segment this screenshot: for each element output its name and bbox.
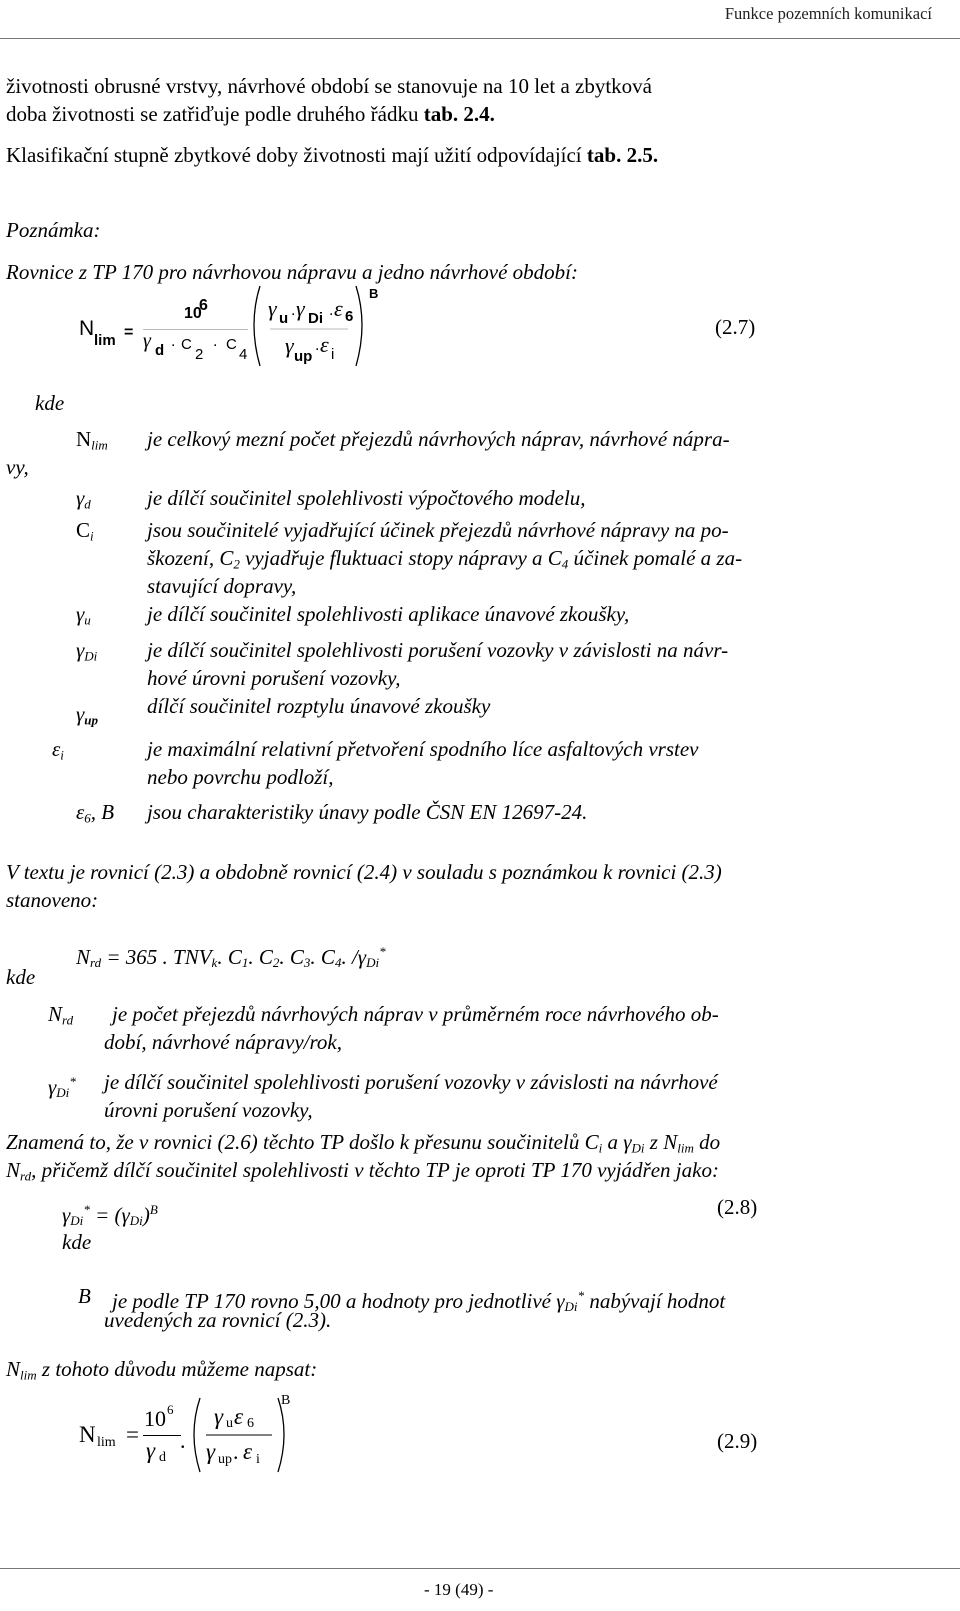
- def-symbol-nrd: $N_{rd}$: [48, 1002, 74, 1028]
- def-symbol-gamma-up: $\gamma_{up}$: [76, 702, 99, 728]
- intro-line-3: Klasifikační stupně zbytkové doby životnosti mají užití odpovídající tab. 2.5.: [6, 143, 659, 167]
- para2-line-2: stanoveno:: [6, 888, 99, 912]
- para3-line-1: Znamená to, že v rovnici (2.6) těchto TP došlo k přesunu součinitelů $C_i$ a $\gamma_{Di}$ z $N_{lim}$ do: [6, 1130, 721, 1156]
- def-symbol-eps6-b: $\varepsilon_6$, B: [76, 800, 115, 826]
- kde-label-2: kde: [6, 965, 36, 989]
- def-symbol-gamma-di-star: $\gamma_{Di}^*$: [48, 1074, 76, 1101]
- def-text-gamma-di-1: je dílčí součinitel spolehlivosti porušení vozovky v závislosti na návr-: [147, 638, 729, 662]
- def-text-nlim: je celkový mezní počet přejezdů návrhových náprav, návrhové nápra-: [147, 427, 730, 451]
- def-text-eps-i-2: nebo povrchu podloží,: [147, 765, 334, 789]
- equation-nrd: $N_{rd} = 365$ . $TNV_k$. $C_1$. $C_2$. $C_3$. $C_4$. $/\gamma_{Di}^*$: [76, 944, 386, 971]
- table-ref-2-4: tab. 2.4.: [423, 102, 495, 126]
- note-text: Rovnice z TP 170 pro návrhovou nápravu a jedno návrhové období:: [6, 260, 578, 284]
- table-ref-2-5: tab. 2.5.: [586, 143, 659, 167]
- def-text-nrd-2: dobí, návrhové nápravy/rok,: [104, 1030, 342, 1054]
- wrapped-fragment: vy,: [6, 455, 29, 479]
- def-text-eps6-b: jsou charakteristiky únavy podle ČSN EN 12697-24.: [147, 800, 588, 824]
- def-text-b-1: je podle TP 170 rovno 5,00 a hodnoty pro jednotlivé $\gamma_{Di}^*$ nabývají hodnot: [112, 1288, 726, 1315]
- equation-number-2-9: (2.9): [717, 1429, 758, 1453]
- parentheses: [244, 280, 384, 380]
- def-text-b-2: uvedených za rovnicí (2.3).: [104, 1308, 332, 1332]
- def-text-gamma-di-star-2: úrovni porušení vozovky,: [104, 1098, 313, 1122]
- para3-line-2: $N_{rd}$, přičemž dílčí součinitel spolehlivosti v těchto TP je oproti TP 170 vyjádřen jako:: [6, 1158, 719, 1184]
- def-symbol-gamma-d: $\gamma_d$: [76, 486, 91, 512]
- intro-line-1: životnosti obrusné vrstvy, návrhové období se stanovuje na 10 let a zbytková: [6, 74, 653, 98]
- note-label: Poznámka:: [6, 218, 101, 242]
- running-header: Funkce pozemních komunikací: [724, 4, 932, 23]
- footer-rule: [0, 1568, 960, 1569]
- equation-2-7: N lim = 10 6 γ d . C 2 . C 4 γ u . γ Di . ε 6 γ up . ε i B (2.7): [0, 280, 960, 380]
- fraction-bar: [143, 1435, 181, 1436]
- kde-label-3: kde: [62, 1230, 92, 1254]
- def-text-ci-3: stavující dopravy,: [147, 574, 297, 598]
- def-symbol-ci: $C_i$: [76, 518, 94, 544]
- equation-2-8: $\gamma_{Di}^* = (\gamma_{Di})^B$: [62, 1202, 158, 1229]
- def-text-gamma-up: dílčí součinitel rozptylu únavové zkoušky: [147, 694, 491, 718]
- para2-line-1: V textu je rovnicí (2.3) a obdobně rovnicí (2.4) v souladu s poznámkou k rovnici (2.3): [6, 860, 722, 884]
- def-symbol-b: B: [78, 1284, 91, 1308]
- equation-2-9: N lim = 10 6 γ d . γ u ε 6 γ up . ε i B (2.9): [0, 1390, 960, 1490]
- page-number: - 19 (49) -: [424, 1580, 494, 1599]
- header-rule: [0, 38, 960, 39]
- def-text-gamma-u: je dílčí součinitel spolehlivosti aplikace únavové zkoušky,: [147, 602, 630, 626]
- def-text-nrd-1: je počet přejezdů návrhových náprav v průměrném roce návrhového ob-: [112, 1002, 719, 1026]
- def-text-gamma-di-2: hové úrovni porušení vozovky,: [147, 666, 401, 690]
- def-symbol-eps-i: $\varepsilon_i$: [52, 737, 64, 763]
- def-text-eps-i-1: je maximální relativní přetvoření spodního líce asfaltových vrstev: [147, 737, 699, 761]
- def-text-ci-2: škození, $C_2$ vyjadřuje fluktuaci stopy nápravy a $C_4$ účinek pomalé a za-: [147, 546, 743, 572]
- intro-line-2: doba životnosti se zatřiďuje podle druhého řádku tab. 2.4.: [6, 102, 495, 126]
- para4-line: $N_{lim}$ z tohoto důvodu můžeme napsat:: [6, 1357, 318, 1383]
- def-symbol-nlim: $N_{lim}$: [76, 427, 108, 453]
- kde-label-1: kde: [35, 391, 65, 415]
- def-text-gamma-di-star-1: je dílčí součinitel spolehlivosti porušení vozovky v závislosti na návrhové: [104, 1070, 718, 1094]
- fraction-bar: [143, 329, 248, 330]
- def-symbol-gamma-u: $\gamma_u$: [76, 602, 91, 628]
- equation-number-2-8: (2.8): [717, 1195, 758, 1219]
- def-symbol-gamma-di: $\gamma_{Di}$: [76, 638, 98, 664]
- def-text-gamma-d: je dílčí součinitel spolehlivosti výpočtového modelu,: [147, 486, 586, 510]
- def-text-ci-1: jsou součinitelé vyjadřující účinek přejezdů návrhové nápravy na po-: [147, 518, 729, 542]
- equation-number-2-7: (2.7): [715, 315, 756, 339]
